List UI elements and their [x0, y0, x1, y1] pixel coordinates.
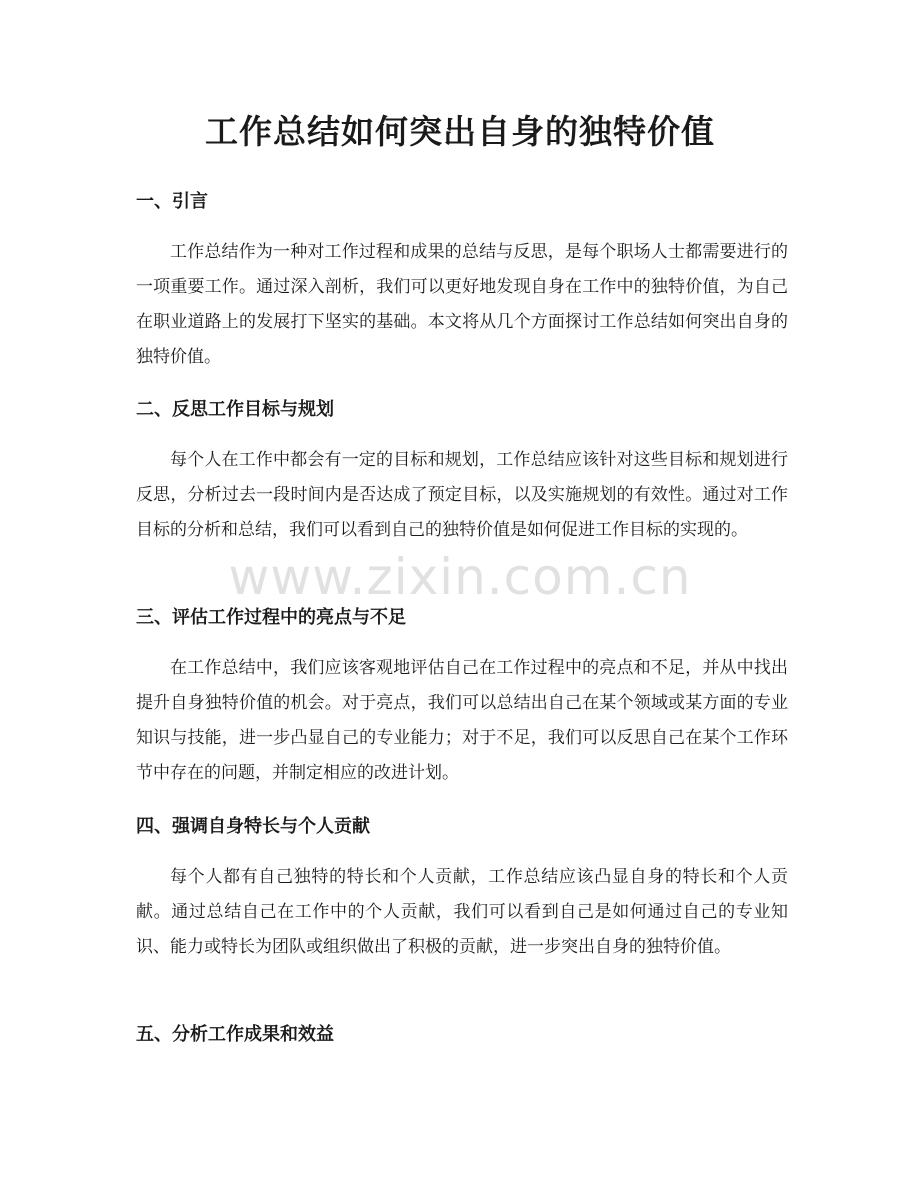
- section-heading-results: 五、分析工作成果和效益: [136, 1024, 334, 1045]
- document-title: 工作总结如何突出自身的独特价值: [205, 112, 715, 151]
- section-paragraph-strengths: 每个人都有自己独特的特长和个人贡献，工作总结应该凸显自身的特长和个人贡献。通过总结自己在工作中的个人贡献，我们可以看到自己是如何通过自己的专业知识、能力或特长为团队或组织做出了积极的贡献，进一步突出自身的独特价值。: [136, 867, 788, 957]
- watermark: www.zixin.com.cn: [228, 548, 692, 606]
- section-paragraph-goals: 每个人在工作中都会有一定的目标和规划，工作总结应该针对这些目标和规划进行反思，分析过去一段时间内是否达成了预定目标，以及实施规划的有效性。通过对工作目标的分析和总结，我们可以看到自己的独特价值是如何促进工作目标的实现的。: [136, 450, 788, 540]
- section-paragraph-intro: 工作总结作为一种对工作过程和成果的总结与反思，是每个职场人士都需要进行的一项重要工作。通过深入剖析，我们可以更好地发现自身在工作中的独特价值，为自己在职业道路上的发展打下坚实的基础。本文将从几个方面探讨工作总结如何突出自身的独特价值。: [136, 242, 788, 367]
- section-paragraph-evaluation: 在工作总结中，我们应该客观地评估自己在工作过程中的亮点和不足，并从中找出提升自身独特价值的机会。对于亮点，我们可以总结出自己在某个领域或某方面的专业知识与技能，进一步凸显自己的专业能力；对于不足，我们可以反思自己在某个工作环节中存在的问题，并制定相应的改进计划。: [136, 658, 788, 783]
- section-heading-evaluation: 三、评估工作过程中的亮点与不足: [136, 607, 406, 628]
- section-heading-strengths: 四、强调自身特长与个人贡献: [136, 816, 370, 837]
- section-heading-goals: 二、反思工作目标与规划: [136, 399, 334, 420]
- section-heading-intro: 一、引言: [136, 191, 208, 212]
